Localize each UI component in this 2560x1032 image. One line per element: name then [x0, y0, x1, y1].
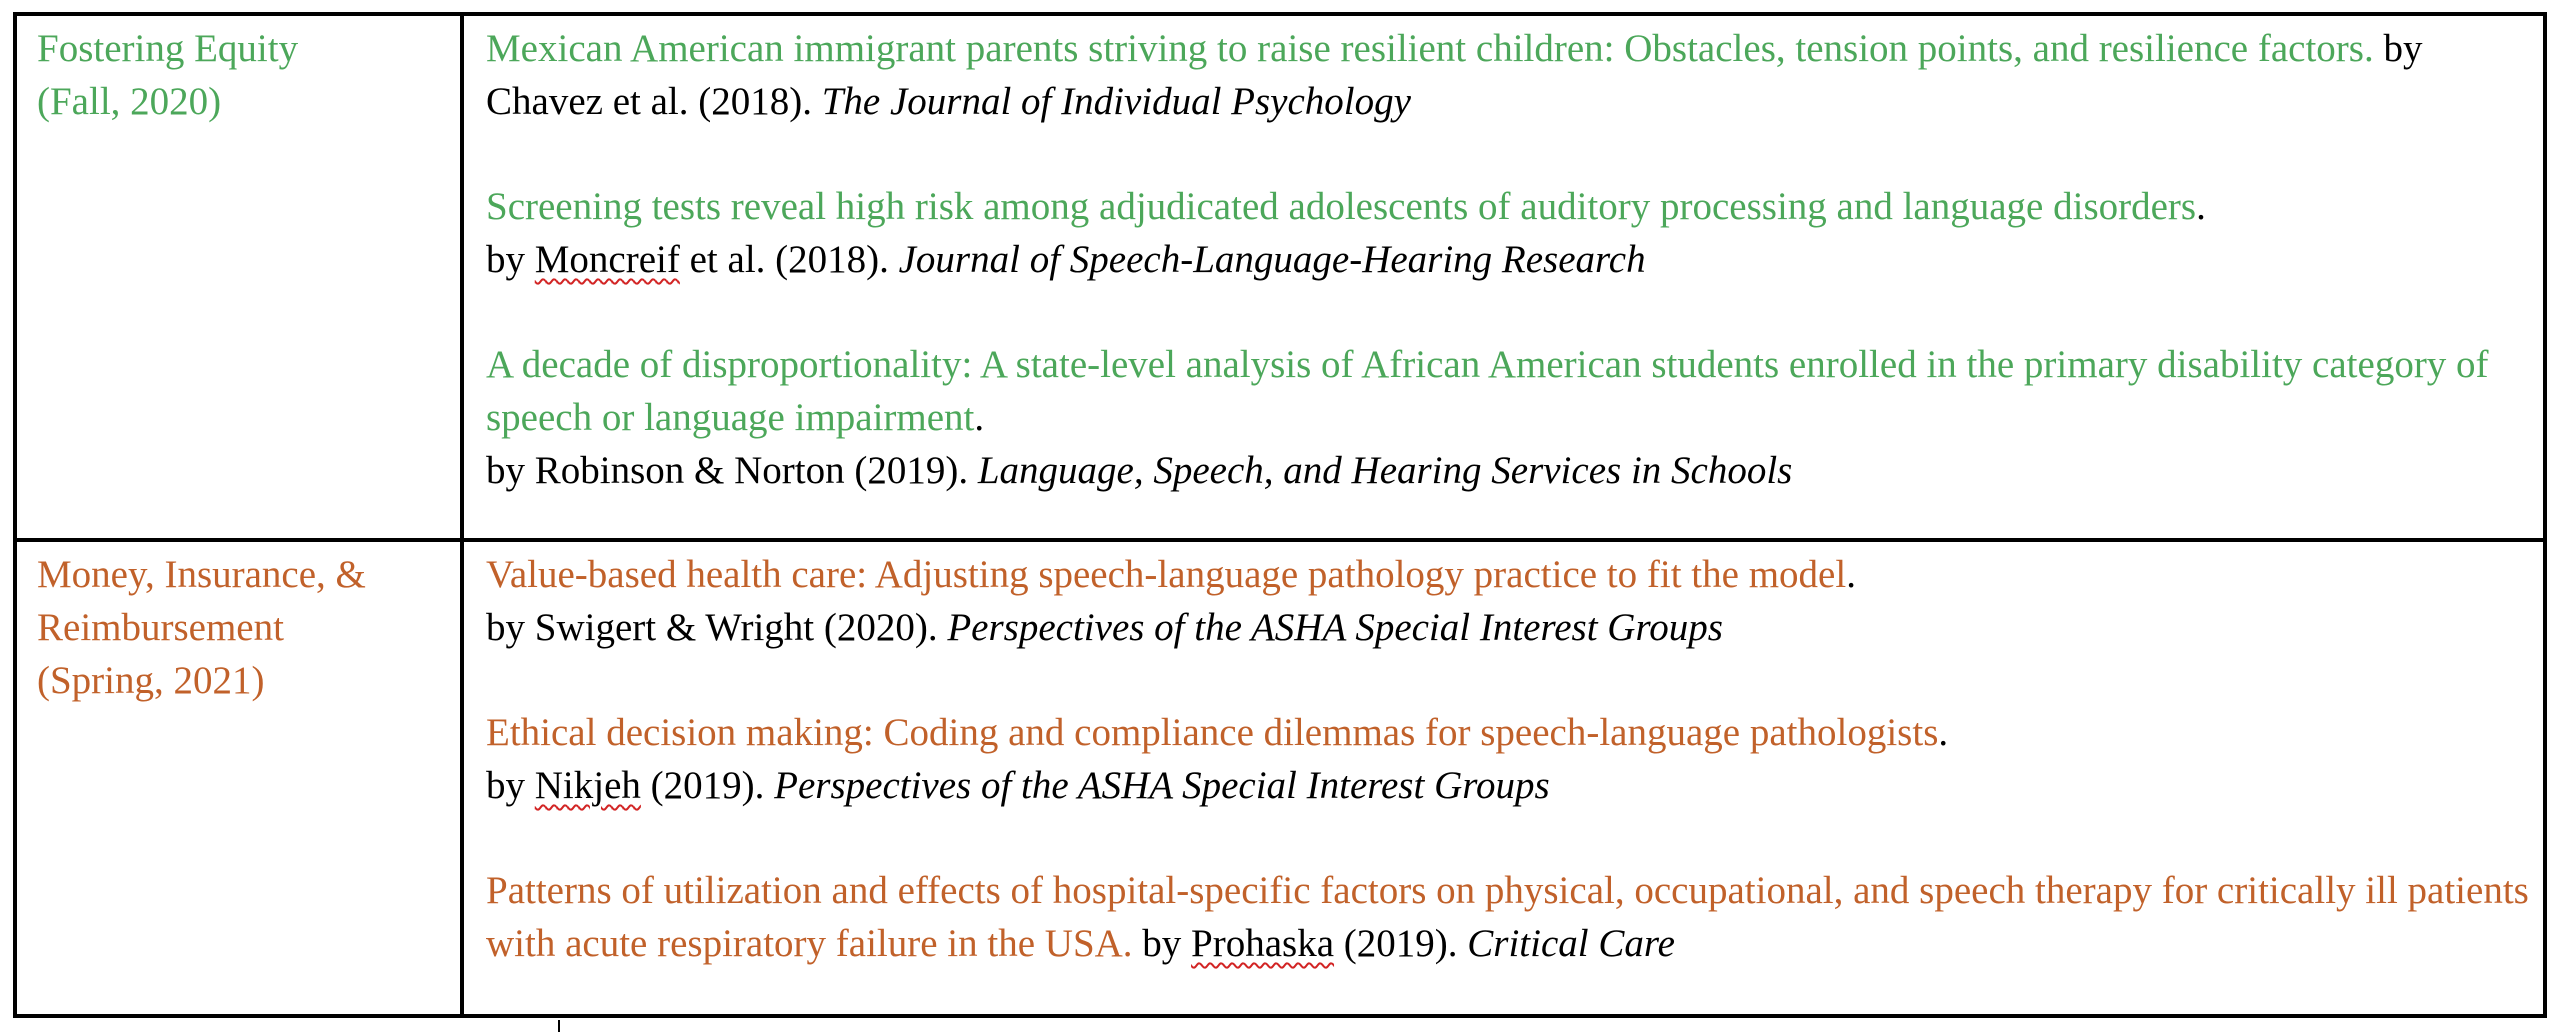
topic-label: Money, Insurance, &: [37, 553, 366, 596]
reference-by: by: [486, 449, 525, 492]
topic-semester: (Fall, 2020): [37, 80, 222, 123]
reference-author: Nikjeh: [534, 764, 641, 807]
reference-item: [486, 22, 2543, 128]
reference-author: Prohaska: [1191, 922, 1335, 965]
topic-cell[interactable]: [15, 14, 462, 540]
reference-year: (2020).: [823, 606, 938, 649]
reading-list-table: [13, 12, 2547, 1018]
reference-author: Chavez: [486, 80, 603, 123]
reference-title-end: .: [2196, 185, 2206, 228]
topic-label-continued: Reimbursement: [37, 606, 284, 649]
reference-year: (2019).: [1343, 922, 1458, 965]
references-cell[interactable]: [462, 540, 2545, 1016]
reference-by: by: [1142, 922, 1182, 965]
reference-title: Value-based health care: Adjusting speech-language pathology practice to fit the model: [486, 553, 1847, 596]
references-cell[interactable]: [462, 14, 2545, 540]
reference-item: [486, 180, 2543, 286]
reference-author: Swigert & Wright: [534, 606, 815, 649]
reference-title-end: .: [1938, 711, 1949, 754]
reference-journal: Journal of Speech-Language-Hearing Research: [898, 238, 1646, 281]
topic-semester: (Spring, 2021): [37, 659, 265, 702]
reference-by: by: [2383, 27, 2423, 70]
reference-item: [486, 864, 2543, 970]
table-row: [15, 540, 2545, 1016]
topic-label: Fostering Equity: [37, 27, 299, 70]
reference-journal: Perspectives of the ASHA Special Interest Groups: [947, 606, 1723, 649]
reference-item: [486, 548, 2543, 654]
reference-year: (2019).: [650, 764, 765, 807]
topic-cell[interactable]: [15, 540, 462, 1016]
reference-journal: The Journal of Individual Psychology: [821, 80, 1411, 123]
reference-title-end: .: [1846, 553, 1856, 596]
reference-item: [486, 706, 2543, 812]
reference-journal: Critical Care: [1467, 922, 1675, 965]
reference-title: Ethical decision making: Coding and compliance dilemmas for speech-language pathologists: [486, 711, 1939, 754]
reference-title: A decade of disproportionality: A state-level analysis of African American students enrolled in the primary disability category of speech or language impairment: [486, 343, 2489, 439]
reference-item: [486, 338, 2543, 497]
text-cursor: [558, 1020, 560, 1032]
reference-author: Moncreif: [534, 238, 680, 281]
reference-by: by: [486, 764, 525, 807]
reference-by: by: [486, 238, 525, 281]
reference-by: by: [486, 606, 525, 649]
reference-journal: Language, Speech, and Hearing Services in Schools: [977, 449, 1793, 492]
reference-title: Screening tests reveal high risk among adjudicated adolescents of auditory processing and language disorders: [486, 185, 2197, 228]
reference-author: Robinson & Norton: [534, 449, 845, 492]
table-row: [15, 14, 2545, 540]
reference-year: et al. (2018).: [689, 238, 889, 281]
reference-journal: Perspectives of the ASHA Special Interest Groups: [774, 764, 1550, 807]
reference-year: (2019).: [854, 449, 969, 492]
reference-year: et al. (2018).: [612, 80, 812, 123]
reference-title: Mexican American immigrant parents striving to raise resilient children: Obstacles, tension points, and resilience factors.: [486, 27, 2374, 70]
reference-title: Patterns of utilization and effects of hospital-specific factors on physical, occupational, and speech therapy for critically ill patients with acute respiratory failure in the USA.: [486, 869, 2529, 965]
reference-title-end: .: [974, 396, 985, 439]
